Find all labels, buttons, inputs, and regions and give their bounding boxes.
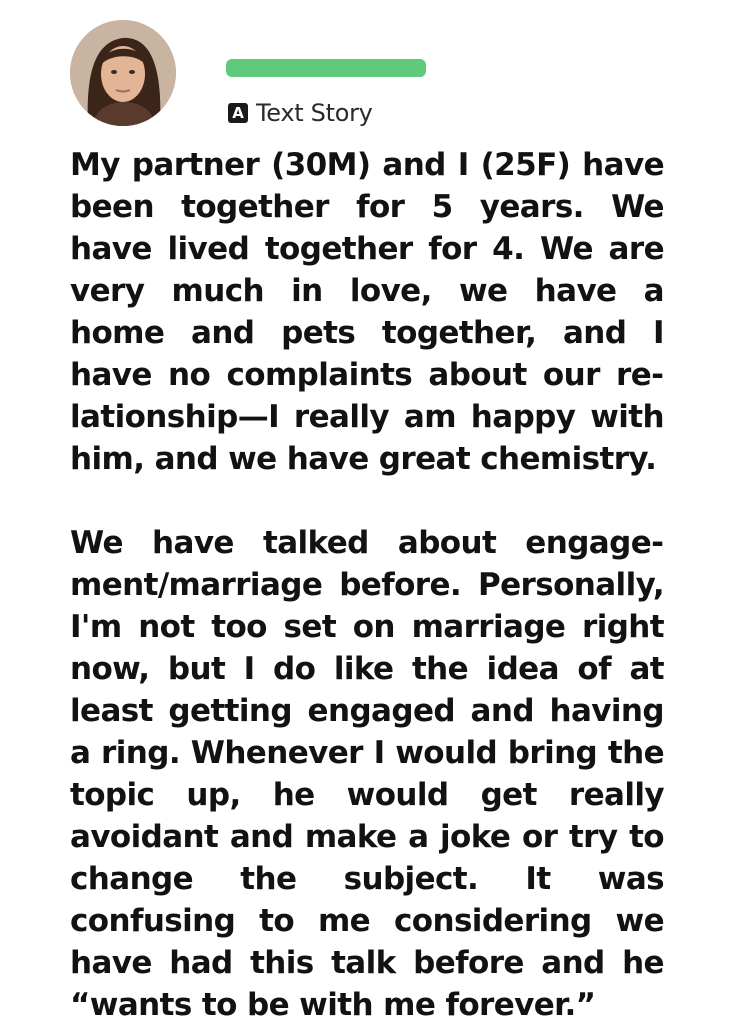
post-header [70, 20, 670, 130]
username-redaction [226, 59, 426, 77]
story-paragraph: We have talked about engagement/marriage before. Personally, I'm not too set on marriage right now, but I do like the idea of at least getting engaged and having a ring. Whenever I would bring the topic up, he would get really avoidant and make a joke or try to change the subject. It was confusing to me considering we have had this talk before and he “wants to be with me forever.” [70, 525, 664, 1023]
story-paragraph: My partner (30M) and I (25F) have been together for 5 years. We have lived together for 4. We are very much in love, we have a home and pets together, and I have no complaints about our relationship—I really am happy with him, and we have great chemistry. [70, 147, 664, 477]
avatar[interactable] [70, 20, 176, 126]
story-type-tag [228, 98, 373, 128]
text-story-icon: A [228, 103, 248, 123]
story-body [70, 144, 664, 1026]
story-type-label: Text Story [256, 99, 373, 127]
woman-portrait-icon [70, 20, 176, 126]
